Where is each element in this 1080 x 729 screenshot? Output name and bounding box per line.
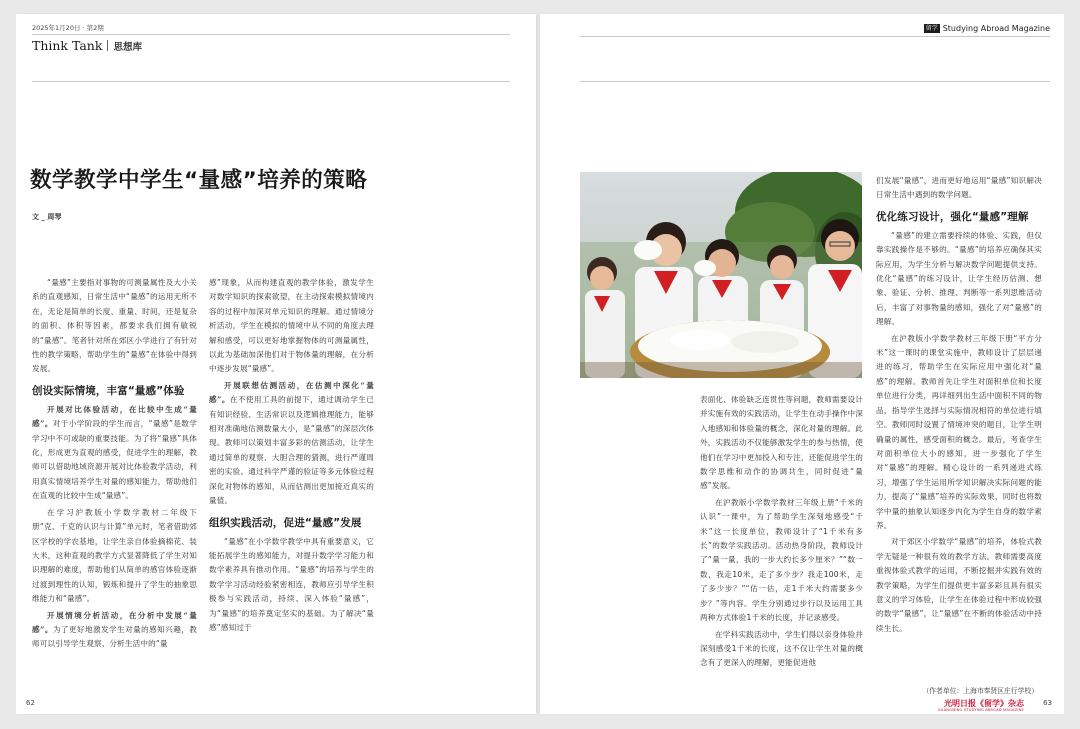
paragraph xyxy=(209,379,374,509)
lead-in-phrase: 开展情境分析活动，在分析中发展“量感”。 xyxy=(32,610,197,634)
paragraph xyxy=(32,609,197,652)
paragraph xyxy=(32,403,197,504)
paragraph: 在不使用工具的前提下，通过调动学生已有知识经验、生活常识以及逻辑推理能力，能够相对准确地估测数量大小，是“量感”的深层次体现。教师可以策划丰富多彩的估测活动，让学生通过简单的观察、大胆合理的猜测，进行严谨周密的实验。通过科学严谨的验证等多元体验过程深化对物体的感知，从而估测出更加接近真实的量值。 xyxy=(209,395,374,506)
paragraph: “量感”在小学数学教学中具有重要意义，它能拓展学生的感知能力，对提升数学学习能力和数学素养具有推动作用。“量感”的培养与学生的数学学习活动经验紧密相连，教师应引导学生积极参与实践活动，持续、深入体验“量感”，为“量感”的培养奠定坚实的基础。为了解决“量感”感知过于 xyxy=(209,536,374,632)
header-separator xyxy=(107,40,108,51)
paragraph: 表面化、体验缺乏连贯性等问题，教师需要设计并实施有效的实践活动，让学生在动手操作中深入地感知和体验量的概念，深化对量的理解。此外，实践活动不仅能够激发学生的参与热情，使他们在学习中更加投入和专注，还能促进学生的数学思维和动作的协调共生，同时促进“量感”发展。 xyxy=(700,395,863,491)
column-name-cn: 思想库 xyxy=(113,41,142,53)
paragraph: 感”现象，从而构建直观的教学体验，激发学生对数学知识的探索欲望，在主动探索模拟情境内容的过程中加深对单元知识的理解。通过情境分析活动，学生在模拟的情境中从不同的角度去理解和感受，可以更好地掌握物体的可测量属性，以此为基础加深他们对于物体量的理解，在分析中逐步发展“量感”。 xyxy=(209,278,374,374)
article-column-3 xyxy=(700,393,863,699)
section-header xyxy=(32,38,142,53)
cotton-handful-2 xyxy=(694,260,716,276)
magazine-header xyxy=(924,24,1050,33)
paragraph: “量感”主要指对事物的可测量属性及大小关系的直观感知，日常生活中“量感”的运用无所不在，无论是简单的长度、重量、时间，还是复杂的面积、体积等因素，都要求我们拥有敏锐的“量感”。笔者针对所在郊区小学进行了有针对性的教学策略，帮助学生的“量感”在体验中得到发展。 xyxy=(32,278,197,374)
article-column-4 xyxy=(876,174,1042,684)
header-rule-top-right xyxy=(580,36,1050,37)
paragraph: 为了更好地激发学生对量的感知兴趣，教师可以引导学生观察、分析生活中的“量 xyxy=(32,624,197,649)
lead-in-phrase: 开展联想估测活动，在估测中深化“量感”。 xyxy=(209,380,374,405)
section-heading: 组织实践活动，促进“量感”发展 xyxy=(209,516,362,529)
page-number-left: 62 xyxy=(26,699,35,707)
byline: 文 _ 周琴 xyxy=(32,213,62,221)
cotton-handful-1 xyxy=(634,240,662,260)
footer-brand xyxy=(938,699,1024,713)
article-photo xyxy=(580,172,862,378)
article-column-1 xyxy=(32,276,197,696)
section-heading: 创设实际情境，丰富“量感”体验 xyxy=(32,384,185,397)
paragraph: 在沪教版小学数学教材三年级下册“平方分米”这一课时的课堂实施中，教师设计了层层递进的练习，帮助学生在实际应用中强化对“量感”的理解。教师首先让学生对面积单位和长度单位进行分类，再详细列出生活中面积不同的物品，指导学生选择与实际情况相符的单位进行填空。教师同时设置了情境冲突的题目，让学生明确量的属性，感受面积的概念。最后，考查学生对面积单位大小的感知，进一步强化了学生对“量感”的理解。精心设计的一系列递进式练习，增强了学生运用所学知识解决实际问题的能力，提高了“量感”培养的实际效果，同时也将数学中量的抽象认知逐步内化为学生自身的数学素养。 xyxy=(876,333,1042,530)
paragraph: 在沪教版小学数学教材三年级上册“千米的认识”一课中，为了帮助学生深刻地感受“千米”这一长度单位，教师设计了“1千米有多长”的数学实践活动。活动热身阶段，教师设计了“量一量，我的一步大约长多少厘米？”“数一数，我走10米，走了多少步？我走100米，走了多少步？”“估一估，走1千米大约需要多少步？”等内容。学生分别通过步行以及运用工具两种方式体验1千米的长度，并记录感受。 xyxy=(700,497,863,623)
header-rule-top xyxy=(32,34,510,35)
column-name-en: Think Tank xyxy=(32,38,103,53)
right-page xyxy=(540,14,1064,714)
paragraph: 对于小学阶段的学生而言，“量感”是数学学习中不可或缺的重要技能。为了将“量感”具体化，形成更为直观的感受，促进学生的理解，教师可以借助地域资源开展对比体验教学活动，利用真实情境培养学生对量的感知能力，帮助他们在直观的比较中生成“量感”。 xyxy=(32,419,197,501)
author-affiliation: （作者单位：上海市奉贤区庄行学校） xyxy=(922,687,1038,695)
paragraph: 对于郊区小学数学“量感”的培养，体验式教学无疑是一种很有效的教学方法。教师需要高度重视体验式教学的运用，不断挖掘并实践有效的教学策略，为学生们提供更丰富多彩且具有很实意义的学习体验，让学生在体验过程中形成较强的数学“量感”，让“量感”在不断的体验活动中持续生长。 xyxy=(876,537,1042,633)
header-rule-bottom xyxy=(32,81,510,82)
left-page xyxy=(16,14,536,714)
article-column-2 xyxy=(209,276,374,696)
lead-in-phrase: 开展对比体验活动，在比较中生成“量感”。 xyxy=(32,404,197,429)
paragraph: “量感”的建立需要持续的体验、实践，但仅靠实践操作是不够的。“量感”的培养应确保其实际应用，为学生分析与解决数学问题提供支持。优化“量感”的练习设计，让学生经历估测、想象、验证、分析、推理、判断等一系列思维活动后，丰富了对事物量的感知，强化了对“量感”的理解。 xyxy=(876,230,1042,327)
issue-date: 2025年1月20日 · 第2期 xyxy=(32,24,104,32)
magazine-name: Studying Abroad Magazine xyxy=(942,24,1050,33)
footer-brand-cn: 光明日报《留学》杂志 xyxy=(944,699,1024,708)
page-number-right: 63 xyxy=(1043,699,1052,707)
paragraph: 在学科实践活动中，学生们得以亲身体验并深刻感受1千米的长度，这不仅让学生对量的概念有了更深入的理解，更能促进他 xyxy=(700,629,863,668)
article-title: 数学教学中学生“量感”培养的策略 xyxy=(30,168,368,193)
section-heading: 优化练习设计，强化“量感”理解 xyxy=(876,210,1029,223)
header-rule-bottom-right xyxy=(580,81,1050,82)
magazine-logo-mark: 留学 xyxy=(925,25,938,32)
paragraph: 们发展“量感”，进而更好地运用“量感”知识解决日常生活中遇到的数学问题。 xyxy=(876,176,1042,200)
paragraph: 在学习沪教版小学数学教材二年级下册“克、千克的认识与计算”单元时，笔者借助郊区学校的学农基地，让学生亲自体验摘棉花、装大米，这种直观的教学方式显著降低了学生对知识理解的难度，帮助他们从简单的感官体验逐渐过渡到理性的认知，锻炼和提升了学生的抽象思维能力和“量感”。 xyxy=(32,507,197,604)
footer-brand-en: GUANGMING STUDYING ABROAD MAGAZINE xyxy=(937,708,1024,712)
